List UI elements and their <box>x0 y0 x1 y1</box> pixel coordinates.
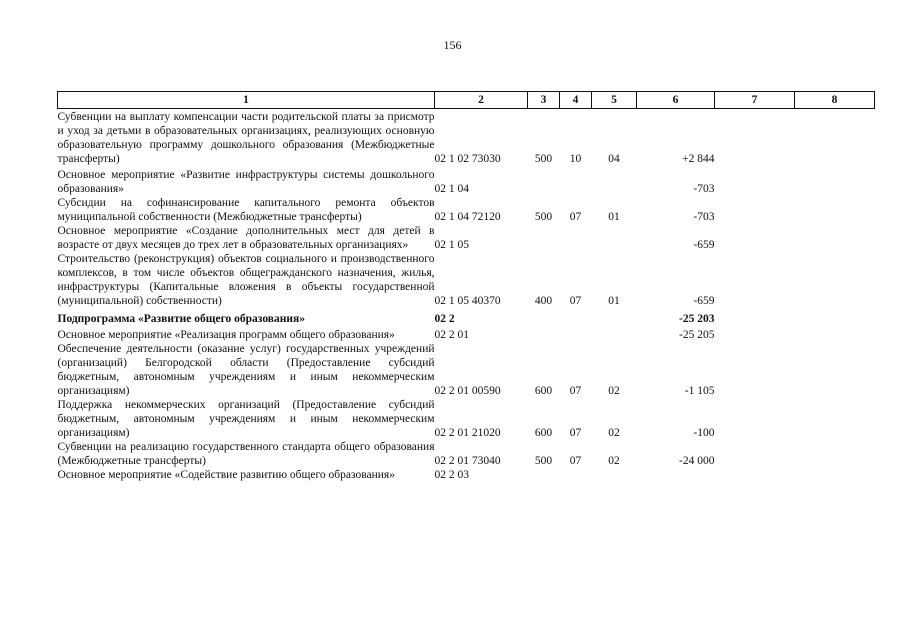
item-pr <box>592 326 637 342</box>
item-name: Строительство (реконструкция) объектов социального и производственного комплексов, в том числе объектов общегражданского назначения, жилья, инфраструктуры (Капитальные вложения в объекты государственной (муниципальной) собственности) <box>57 253 435 307</box>
item-vr: 500 <box>534 455 553 467</box>
item-sum: -703 <box>693 183 715 195</box>
item-rz <box>560 326 592 342</box>
item-code: 02 1 05 <box>434 239 469 251</box>
item-code: 02 2 <box>434 313 455 325</box>
item-pr <box>592 308 637 326</box>
item-col8 <box>795 308 875 326</box>
item-col7 <box>715 308 795 326</box>
item-rz: 10 <box>569 153 582 165</box>
item-rz <box>560 166 592 196</box>
item-name: Обеспечение деятельности (оказание услуг) государственных учреждений (организаций) Белгородской области (Предоставление субсидий бюджетным, автономным учреждениям и иным некоммерческим организациям) <box>57 343 435 397</box>
item-rz <box>560 224 592 252</box>
header-col-8: 8 <box>795 92 875 109</box>
header-col-2: 2 <box>435 92 528 109</box>
item-pr <box>592 468 637 482</box>
header-col-1: 1 <box>58 92 435 109</box>
item-col8 <box>795 468 875 482</box>
item-code: 02 2 03 <box>434 469 469 481</box>
table-row <box>58 252 875 308</box>
table-row <box>58 398 875 440</box>
item-sum: -1 105 <box>684 385 715 397</box>
item-name: Основное мероприятие «Развитие инфраструктуры системы дошкольного образования» <box>57 169 435 195</box>
item-vr <box>528 326 560 342</box>
item-col7 <box>715 342 795 398</box>
item-code: 02 2 01 73040 <box>434 455 501 467</box>
item-code: 02 2 01 21020 <box>434 427 501 439</box>
header-col-7: 7 <box>715 92 795 109</box>
item-vr: 400 <box>534 295 553 307</box>
item-sum: -100 <box>693 427 715 439</box>
item-col8 <box>795 398 875 440</box>
item-col7 <box>715 224 795 252</box>
item-vr: 500 <box>534 153 553 165</box>
item-col7 <box>715 398 795 440</box>
item-vr <box>528 468 560 482</box>
table-row <box>58 326 875 342</box>
page-number: 156 <box>443 38 462 52</box>
item-col7 <box>715 196 795 224</box>
item-rz: 07 <box>569 385 582 397</box>
item-rz: 07 <box>569 455 582 467</box>
item-vr <box>528 308 560 326</box>
table-row <box>58 440 875 468</box>
item-rz: 07 <box>569 427 582 439</box>
item-col8 <box>795 326 875 342</box>
item-name: Субвенции на реализацию государственного стандарта общего образования (Межбюджетные трансферты) <box>57 441 435 467</box>
item-col8 <box>795 252 875 308</box>
item-rz <box>560 308 592 326</box>
item-vr: 500 <box>534 211 553 223</box>
item-pr <box>592 166 637 196</box>
item-col8 <box>795 196 875 224</box>
header-col-5: 5 <box>592 92 637 109</box>
item-col7 <box>715 109 795 167</box>
item-code: 02 2 01 00590 <box>434 385 501 397</box>
item-col7 <box>715 468 795 482</box>
item-col8 <box>795 166 875 196</box>
item-col8 <box>795 440 875 468</box>
item-code: 02 2 01 <box>434 329 469 341</box>
item-code: 02 1 02 73030 <box>434 153 501 165</box>
item-rz: 07 <box>569 211 582 223</box>
table-body <box>58 109 875 483</box>
item-name: Основное мероприятие «Реализация программ общего образования» <box>57 329 395 341</box>
item-code: 02 1 04 <box>434 183 469 195</box>
item-sum: -25 205 <box>679 329 715 341</box>
table-header-row <box>58 92 875 109</box>
item-sum: -25 203 <box>679 313 715 325</box>
item-vr <box>528 166 560 196</box>
item-sum: -659 <box>693 239 715 251</box>
item-col7 <box>715 440 795 468</box>
item-sum: -703 <box>693 211 715 223</box>
item-pr: 01 <box>608 211 620 223</box>
item-code: 02 1 04 72120 <box>434 211 501 223</box>
item-name: Поддержка некоммерческих организаций (Предоставление субсидий бюджетным, автономным учреждениям и иным некоммерческим организациям) <box>57 399 435 439</box>
item-vr: 600 <box>534 427 553 439</box>
item-sum: -24 000 <box>679 455 715 467</box>
item-name: Подпрограмма «Развитие общего образования» <box>57 313 305 325</box>
item-name: Основное мероприятие «Содействие развитию общего образования» <box>57 469 395 481</box>
table-row <box>58 224 875 252</box>
table-row <box>58 196 875 224</box>
item-pr: 02 <box>608 427 620 439</box>
table-row <box>58 468 875 482</box>
table-row <box>58 109 875 167</box>
item-rz <box>560 468 592 482</box>
item-col7 <box>715 326 795 342</box>
item-pr: 04 <box>608 153 620 165</box>
header-col-4: 4 <box>560 92 592 109</box>
item-sum <box>637 468 715 482</box>
item-sum: -659 <box>693 295 715 307</box>
item-sum: +2 844 <box>682 153 715 165</box>
item-col8 <box>795 109 875 167</box>
item-name: Субсидии на софинансирование капитального ремонта объектов муниципальной собственности (Межбюджетные трансферты) <box>57 197 435 223</box>
item-pr <box>592 224 637 252</box>
table-row <box>58 342 875 398</box>
item-col8 <box>795 342 875 398</box>
item-name: Субвенции на выплату компенсации части родительской платы за присмотр и уход за детьми в образовательных организациях, реализующих основную образовательную программу дошкольного образования (Межбюджетные трансферты) <box>57 111 435 165</box>
header-col-3: 3 <box>528 92 560 109</box>
item-pr: 02 <box>608 455 620 467</box>
budget-table <box>57 91 875 482</box>
table-row <box>58 308 875 326</box>
table-row <box>58 166 875 196</box>
item-code: 02 1 05 40370 <box>434 295 501 307</box>
item-col8 <box>795 224 875 252</box>
item-col7 <box>715 166 795 196</box>
item-name: Основное мероприятие «Создание дополнительных мест для детей в возрасте от двух месяцев до трех лет в образовательных организациях» <box>57 225 435 251</box>
item-pr: 01 <box>608 295 620 307</box>
item-pr: 02 <box>608 385 620 397</box>
item-vr <box>528 224 560 252</box>
item-rz: 07 <box>569 295 582 307</box>
header-col-6: 6 <box>637 92 715 109</box>
item-vr: 600 <box>534 385 553 397</box>
item-col7 <box>715 252 795 308</box>
